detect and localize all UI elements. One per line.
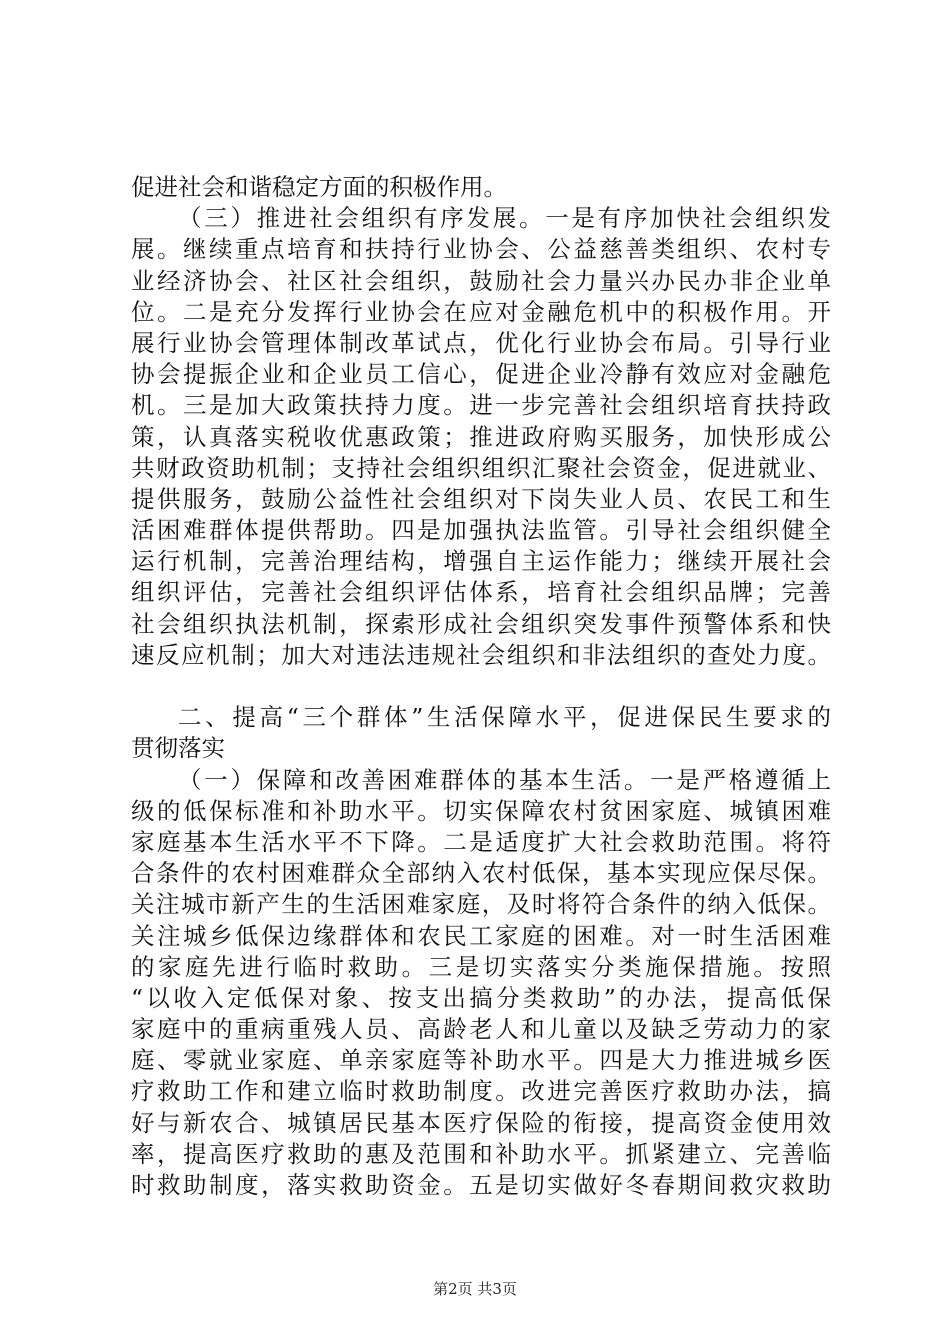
text-line: 协会提振企业和企业员工信心，促进企业冷静有效应对金融危 [131, 360, 831, 389]
text-line: 促进社会和谐稳定方面的积极作用。 [131, 173, 507, 201]
text-line: 庭、零就业家庭、单亲家庭等补助水平。四是大力推进城乡医 [131, 1046, 831, 1075]
text-line: 的家庭先进行临时救助。三是切实落实分类施保措施。按照 [131, 952, 831, 981]
text-line: 家庭基本生活水平不下降。二是适度扩大社会救助范围。将符 [131, 827, 831, 856]
text-line: 共财政资助机制；支持社会组织组织汇聚社会资金，促进就业、 [131, 453, 831, 482]
paragraph-gap [131, 671, 831, 702]
page-number-footer: 第2页 共3页 [433, 1280, 517, 1298]
text-line: （一）保障和改善困难群体的基本生活。一是严格遵循上 [178, 765, 831, 794]
text-line: 提供服务，鼓励公益性社会组织对下岗失业人员、农民工和生 [131, 484, 831, 513]
text-line: “以收入定低保对象、按支出搞分类救助”的办法，提高低保 [131, 983, 831, 1012]
text-line: （三）推进社会组织有序发展。一是有序加快社会组织发 [178, 204, 831, 233]
text-line: 活困难群体提供帮助。四是加强执法监管。引导社会组织健全 [131, 516, 831, 545]
text-line: 位。二是充分发挥行业协会在应对金融危机中的积极作用。开 [131, 297, 831, 326]
text-line: 速反应机制；加大对违法违规社会组织和非法组织的查处力度。 [131, 640, 831, 669]
text-line: 社会组织执法机制，探索形成社会组织突发事件预警体系和快 [131, 609, 831, 638]
text-line: 级的低保标准和补助水平。切实保障农村贫困家庭、城镇困难 [131, 796, 831, 825]
text-line: 组织评估，完善社会组织评估体系，培育社会组织品牌；完善 [131, 578, 831, 607]
section-heading: 二、提高“三个群体”生活保障水平，促进保民生要求的 [178, 703, 831, 732]
text-line: 策，认真落实税收优惠政策；推进政府购买服务，加快形成公 [131, 422, 831, 451]
text-line: 机。三是加大政策扶持力度。进一步完善社会组织培育扶持政 [131, 391, 831, 420]
text-line: 关注城乡低保边缘群体和农民工家庭的困难。对一时生活困难 [131, 921, 831, 950]
section-heading-continued: 贯彻落实 [131, 734, 225, 763]
text-line: 时救助制度，落实救助资金。五是切实做好冬春期间救灾救助 [131, 1171, 831, 1199]
text-line: 业经济协会、社区社会组织，鼓励社会力量兴办民办非企业单 [131, 266, 831, 295]
text-line: 合条件的农村困难群众全部纳入农村低保，基本实现应保尽保。 [131, 859, 831, 888]
text-line: 运行机制，完善治理结构，增强自主运作能力；继续开展社会 [131, 547, 831, 576]
text-line: 展行业协会管理体制改革试点，优化行业协会布局。引导行业 [131, 328, 831, 357]
text-line: 关注城市新产生的生活困难家庭，及时将符合条件的纳入低保。 [131, 890, 831, 919]
text-line: 疗救助工作和建立临时救助制度。改进完善医疗救助办法，搞 [131, 1077, 831, 1106]
text-line: 展。继续重点培育和扶持行业协会、公益慈善类组织、农村专 [131, 235, 831, 264]
document-body [131, 172, 831, 1201]
text-line: 好与新农合、城镇居民基本医疗保险的衔接，提高资金使用效 [131, 1108, 831, 1137]
text-line: 家庭中的重病重残人员、高龄老人和儿童以及缺乏劳动力的家 [131, 1015, 831, 1044]
text-line: 率，提高医疗救助的惠及范围和补助水平。抓紧建立、完善临 [131, 1139, 831, 1168]
